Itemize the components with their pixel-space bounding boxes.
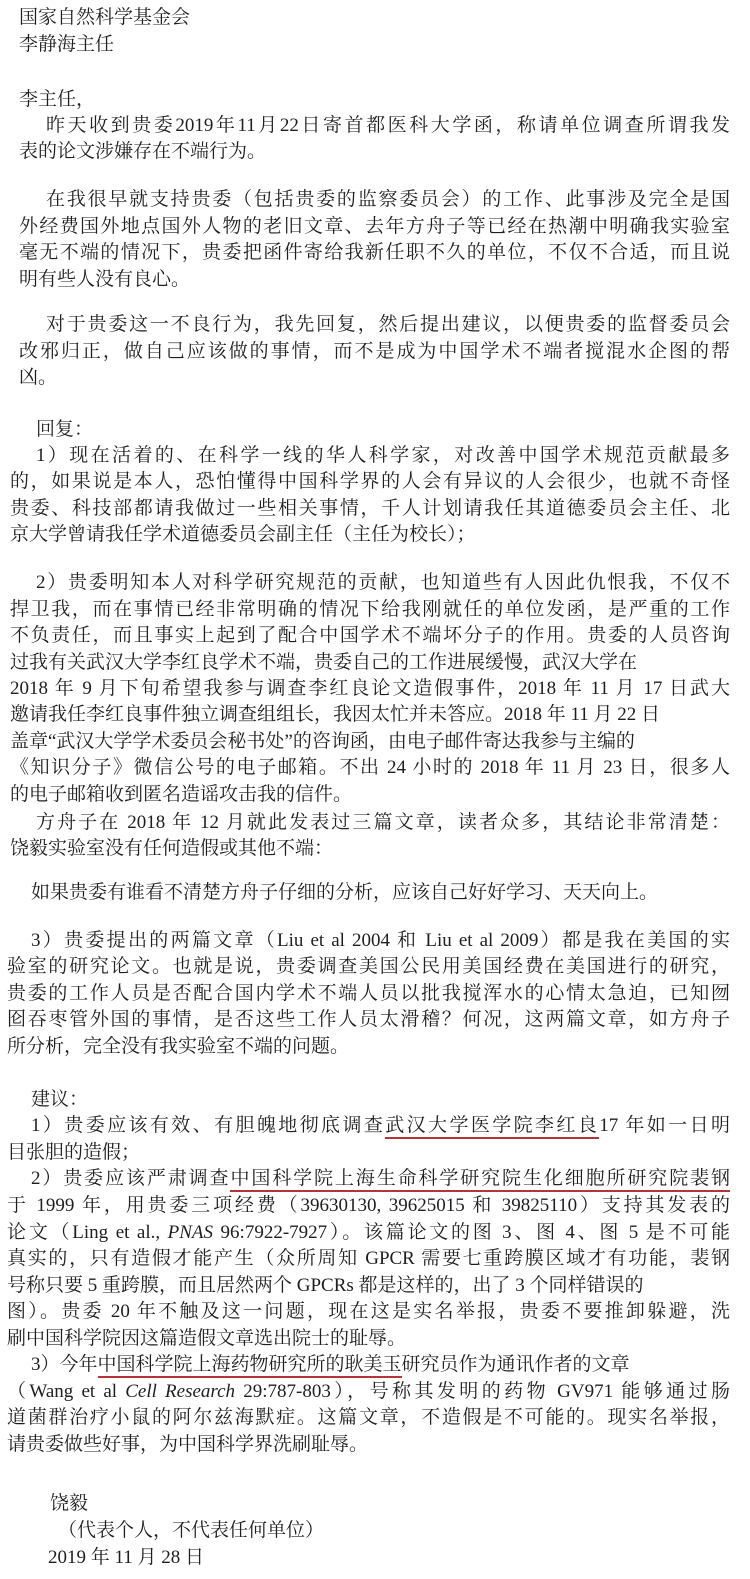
text-segment: 刷中国科学院因这篇造假文章选出院士的耻辱。 xyxy=(7,1328,407,1349)
underlined-name: 武汉大学医学院李红良 xyxy=(385,1115,599,1139)
text-line xyxy=(10,522,476,548)
text-line xyxy=(31,1087,88,1113)
text-segment: 2018 年 9 月下旬希望我参与调查李红良论文造假事件，2018 年 11 月 17 日武大 xyxy=(10,678,730,699)
text-line xyxy=(36,417,93,443)
text-segment: 表的论文涉嫌存在不端行为。 xyxy=(19,141,267,162)
text-segment: 所分析，完全没有我实验室不端的问题。 xyxy=(7,1036,350,1057)
text-line xyxy=(10,782,352,808)
text-line xyxy=(7,1246,730,1272)
text-line xyxy=(50,1491,88,1517)
text-segment: 《知识分子》微信公号的电子邮箱。不出 24 小时的 2018 年 11 月 23 日，很多人 xyxy=(10,757,730,778)
text-segment: 饶毅 xyxy=(50,1493,89,1514)
text-segment: 1）现在活着的、在科学一线的华人科学家，对改善中国学术规范贡献最多 xyxy=(36,445,730,466)
underlined-name: 中国科学院上海生命科学研究院生化细胞所研究院裴钢 xyxy=(230,1168,730,1192)
text-segment: （Wang et al xyxy=(7,1381,126,1402)
text-segment: 昨天收到贵委2019年11月22日寄首都医科大学函，称请单位调查所谓我发 xyxy=(46,115,730,136)
underlined-name: 中国科学院上海药物研究所的耿美玉 xyxy=(98,1354,402,1378)
text-line xyxy=(7,981,730,1007)
text-line xyxy=(36,570,730,596)
text-line xyxy=(31,880,658,906)
text-segment: 研究员作为通讯作者的文章 xyxy=(401,1354,630,1375)
text-line xyxy=(19,139,266,165)
text-segment: 2）贵委明知本人对科学研究规范的贡献，也知道些有人因此仇恨我，不仅不 xyxy=(36,572,730,593)
text-line xyxy=(19,87,95,113)
text-line xyxy=(46,113,730,139)
text-segment: 凶。 xyxy=(19,367,58,388)
text-line xyxy=(10,496,730,522)
text-line xyxy=(36,443,730,469)
text-segment: 邀请我任李红良事件独立调查组组长，我因太忙并未答应。2018 年 11 月 22 日 xyxy=(10,704,661,725)
text-line xyxy=(19,5,190,31)
text-line xyxy=(7,1299,730,1325)
text-segment: 验室的研究论文。也就是说，贵委调查美国公民用美国经费在美国进行的研究， xyxy=(7,956,730,977)
text-segment: 的电子邮箱收到匿名造谣攻击我的信件。 xyxy=(10,784,353,805)
text-segment: 国家自然科学基金会 xyxy=(19,7,191,28)
text-segment: 李静海主任 xyxy=(19,34,115,55)
text-segment: 2019 年 11 月 28 日 xyxy=(48,1547,205,1568)
text-segment: 贵委的工作人员是否配合国内学术不端人员以批我搅浑水的心情太急迫，已知囫 xyxy=(7,983,730,1004)
text-line xyxy=(19,339,730,365)
text-segment: 17 年如一日明 xyxy=(599,1115,730,1136)
text-line xyxy=(31,1352,630,1378)
text-segment: 改邪归正，做自己应该做的事情，而不是成为中国学术不端者搅混水企图的帮 xyxy=(19,341,730,362)
text-line xyxy=(7,954,730,980)
text-line xyxy=(10,836,333,862)
text-segment: 道菌群治疗小鼠的阿尔兹海默症。这篇文章，不造假是不可能的。现实名举报， xyxy=(7,1407,730,1428)
text-segment: 号称只要 5 重跨膜，而且居然两个 GPCRs 都是这样的，出了 3 个同样错误的 xyxy=(7,1275,644,1296)
text-segment: 回复： xyxy=(36,419,94,440)
text-line xyxy=(10,755,730,781)
text-segment: 图）。贵委 20 年不触及这一问题，现在这是实名举报，贵委不要推卸躲避，洗 xyxy=(7,1301,730,1322)
text-segment: 盖章“武汉大学学术委员会秘书处”的咨询函，由电子邮件寄达我参与主编的 xyxy=(10,731,635,752)
text-line xyxy=(58,1518,324,1544)
text-line xyxy=(7,1140,140,1166)
text-line xyxy=(19,365,57,391)
text-line xyxy=(10,469,730,495)
text-line xyxy=(7,1379,730,1405)
text-segment: 3）贵委提出的两篇文章（Liu et al 2004 和 Liu et al 2009）都是我在美国的实 xyxy=(31,930,730,951)
text-segment: 于 1999 年，用贵委三项经费（39630130, 39625015 和 39825110）支持其发表的 xyxy=(7,1195,730,1216)
text-line xyxy=(46,187,730,213)
text-line xyxy=(7,1220,730,1246)
text-segment: 建议： xyxy=(31,1089,89,1110)
text-line xyxy=(19,32,114,58)
text-segment: 捍卫我，而在事情已经非常明确的情况下给我刚就任的单位发函，是严重的工作 xyxy=(10,599,730,620)
text-line xyxy=(46,312,730,338)
text-line xyxy=(7,1034,349,1060)
text-segment: 在我很早就支持贵委（包括贵委的监察委员会）的工作、此事涉及完全是国 xyxy=(46,189,730,210)
text-line xyxy=(48,1545,204,1571)
text-segment: 囵吞枣管外国的事情，是否这些工作人员太滑稽？何况，这两篇文章，如方舟子 xyxy=(7,1009,730,1030)
text-line xyxy=(10,650,637,676)
text-segment: 请贵委做些好事，为中国科学界洗刷耻辱。 xyxy=(7,1434,369,1455)
text-line xyxy=(7,1432,368,1458)
text-line xyxy=(31,1113,730,1139)
text-line xyxy=(10,702,660,728)
text-segment: 方舟子在 2018 年 12 月就此发表过三篇文章，读者众多，其结论非常清楚： xyxy=(36,812,730,833)
text-line xyxy=(36,810,730,836)
text-segment: 毫无不端的情况下，贵委把函件寄给我新任职不久的单位，不仅不合适，而且说 xyxy=(19,242,730,263)
text-segment: 饶毅实验室没有任何造假或其他不端： xyxy=(10,838,334,859)
text-line xyxy=(31,928,730,954)
text-segment: 对于贵委这一不良行为，我先回复，然后提出建议，以便贵委的监督委员会 xyxy=(46,314,730,335)
text-line xyxy=(19,214,730,240)
text-line xyxy=(10,597,730,623)
journal-name: Cell Research xyxy=(125,1381,236,1402)
text-segment: 贵委、科技部都请我做过一些相关事情，千人计划请我任其道德委员会主任、北 xyxy=(10,498,730,519)
text-segment: 如果贵委有谁看不清楚方舟子仔细的分析，应该自己好好学习、天天向上。 xyxy=(31,882,659,903)
text-segment: 京大学曾请我任学术道德委员会副主任（主任为校长）； xyxy=(10,524,476,545)
text-line xyxy=(7,1007,730,1033)
text-segment: 真实的，只有造假才能产生（众所周知 GPCR 需要七重跨膜区域才有功能，裴钢 xyxy=(7,1248,730,1269)
text-segment: 1）贵委应该有效、有胆魄地彻底调查 xyxy=(31,1115,386,1136)
text-line xyxy=(19,267,190,293)
text-line xyxy=(7,1405,730,1431)
text-segment: 明有些人没有良心。 xyxy=(19,269,191,290)
text-segment: 外经费国外地点国外人物的老旧文章、去年方舟子等已经在热潮中明确我实验室 xyxy=(19,216,730,237)
text-segment: 29:787-803），号称其发明的药物 GV971 能够通过肠 xyxy=(235,1381,730,1402)
text-line xyxy=(10,729,635,755)
text-segment: 3）今年 xyxy=(31,1354,98,1375)
text-segment: 论文（Ling et al., xyxy=(7,1222,168,1243)
text-line xyxy=(10,623,730,649)
text-segment: 的，如果说是本人，恐怕懂得中国科学界的人会有异议的人会很少，也就不奇怪 xyxy=(10,471,730,492)
text-line xyxy=(7,1273,644,1299)
journal-name: PNAS xyxy=(167,1222,214,1243)
text-segment: （代表个人，不代表任何单位） xyxy=(58,1520,325,1541)
text-line xyxy=(10,676,730,702)
text-segment: 过我有关武汉大学李红良学术不端，贵委自己的工作进展缓慢，武汉大学在 xyxy=(10,652,638,673)
text-segment: 目张胆的造假； xyxy=(7,1142,141,1163)
text-line xyxy=(19,240,730,266)
text-segment: 李主任， xyxy=(19,89,96,110)
text-segment: 2）贵委应该严肃调查 xyxy=(31,1168,231,1189)
text-line xyxy=(7,1326,406,1352)
text-line xyxy=(31,1166,730,1192)
text-segment: 96:7922-7927）。该篇论文的图 3、图 4、图 5 是不可能 xyxy=(213,1222,730,1243)
text-segment: 不负责任，而且事实上起到了配合中国学术不端坏分子的作用。贵委的人员咨询 xyxy=(10,625,730,646)
text-line xyxy=(7,1193,730,1219)
